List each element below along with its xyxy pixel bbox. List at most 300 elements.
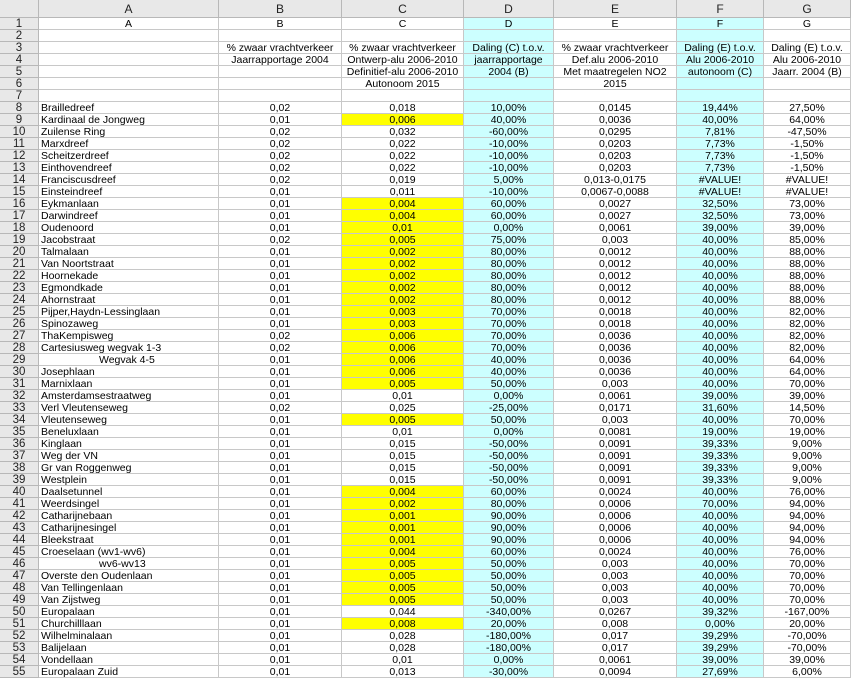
cell-e17[interactable]: 0,0027 xyxy=(554,210,677,222)
cell-c51[interactable]: 0,008 xyxy=(342,618,464,630)
cell-c43[interactable]: 0,001 xyxy=(342,522,464,534)
cell-e10[interactable]: 0,0295 xyxy=(554,126,677,138)
cell-g23[interactable]: 88,00% xyxy=(764,282,851,294)
cell-b21[interactable]: 0,01 xyxy=(219,258,342,270)
cell-f11[interactable]: 7,73% xyxy=(677,138,764,150)
cell-a22[interactable]: Hoornekade xyxy=(39,270,219,282)
cell-e45[interactable]: 0,0024 xyxy=(554,546,677,558)
row-header[interactable]: 42 xyxy=(0,510,39,522)
cell-a18[interactable]: Oudenoord xyxy=(39,222,219,234)
cell-c8[interactable]: 0,018 xyxy=(342,102,464,114)
cell-d43[interactable]: 90,00% xyxy=(464,522,554,534)
cell-c15[interactable]: 0,011 xyxy=(342,186,464,198)
row-header[interactable]: 26 xyxy=(0,318,39,330)
cell-d27[interactable]: 70,00% xyxy=(464,330,554,342)
cell-c35[interactable]: 0,01 xyxy=(342,426,464,438)
cell-g49[interactable]: 70,00% xyxy=(764,594,851,606)
row-header[interactable]: 21 xyxy=(0,258,39,270)
cell-a42[interactable]: Catharijnebaan xyxy=(39,510,219,522)
cell-a31[interactable]: Marnixlaan xyxy=(39,378,219,390)
cell-e25[interactable]: 0,0018 xyxy=(554,306,677,318)
cell-b4[interactable]: Jaarrapportage 2004 xyxy=(219,54,342,66)
cell-c48[interactable]: 0,005 xyxy=(342,582,464,594)
cell-f50[interactable]: 39,32% xyxy=(677,606,764,618)
row-header[interactable]: 33 xyxy=(0,402,39,414)
cell-b42[interactable]: 0,01 xyxy=(219,510,342,522)
cell-a51[interactable]: Churchilllaan xyxy=(39,618,219,630)
cell-d17[interactable]: 60,00% xyxy=(464,210,554,222)
cell-a40[interactable]: Daalsetunnel xyxy=(39,486,219,498)
cell-a15[interactable]: Einsteindreef xyxy=(39,186,219,198)
cell-e48[interactable]: 0,003 xyxy=(554,582,677,594)
cell-g28[interactable]: 82,00% xyxy=(764,342,851,354)
cell-c54[interactable]: 0,01 xyxy=(342,654,464,666)
row-header[interactable]: 24 xyxy=(0,294,39,306)
cell-a48[interactable]: Van Tellingenlaan xyxy=(39,582,219,594)
row-header[interactable]: 18 xyxy=(0,222,39,234)
cell-g44[interactable]: 94,00% xyxy=(764,534,851,546)
cell-a8[interactable]: Brailledreef xyxy=(39,102,219,114)
cell-c49[interactable]: 0,005 xyxy=(342,594,464,606)
row-header[interactable]: 10 xyxy=(0,126,39,138)
cell-c46[interactable]: 0,005 xyxy=(342,558,464,570)
cell-g7[interactable] xyxy=(764,90,851,102)
cell-f15[interactable]: #VALUE! xyxy=(677,186,764,198)
cell-g21[interactable]: 88,00% xyxy=(764,258,851,270)
cell-c47[interactable]: 0,005 xyxy=(342,570,464,582)
cell-g52[interactable]: -70,00% xyxy=(764,630,851,642)
cell-d44[interactable]: 90,00% xyxy=(464,534,554,546)
cell-b40[interactable]: 0,01 xyxy=(219,486,342,498)
cell-f23[interactable]: 40,00% xyxy=(677,282,764,294)
cell-d39[interactable]: -50,00% xyxy=(464,474,554,486)
column-header-d[interactable]: D xyxy=(464,0,554,18)
column-header-a[interactable]: A xyxy=(39,0,219,18)
cell-d48[interactable]: 50,00% xyxy=(464,582,554,594)
cell-b36[interactable]: 0,01 xyxy=(219,438,342,450)
cell-d29[interactable]: 40,00% xyxy=(464,354,554,366)
cell-f36[interactable]: 39,33% xyxy=(677,438,764,450)
cell-d45[interactable]: 60,00% xyxy=(464,546,554,558)
cell-a44[interactable]: Bleekstraat xyxy=(39,534,219,546)
row-header[interactable]: 50 xyxy=(0,606,39,618)
row-header[interactable]: 9 xyxy=(0,114,39,126)
cell-e49[interactable]: 0,003 xyxy=(554,594,677,606)
cell-c17[interactable]: 0,004 xyxy=(342,210,464,222)
cell-g39[interactable]: 9,00% xyxy=(764,474,851,486)
row-header[interactable]: 43 xyxy=(0,522,39,534)
cell-b32[interactable]: 0,01 xyxy=(219,390,342,402)
cell-f18[interactable]: 39,00% xyxy=(677,222,764,234)
cell-b5[interactable] xyxy=(219,66,342,78)
cell-f46[interactable]: 40,00% xyxy=(677,558,764,570)
cell-d2[interactable] xyxy=(464,30,554,42)
row-header[interactable]: 15 xyxy=(0,186,39,198)
cell-a2[interactable] xyxy=(39,30,219,42)
cell-f34[interactable]: 40,00% xyxy=(677,414,764,426)
cell-d28[interactable]: 70,00% xyxy=(464,342,554,354)
cell-c29[interactable]: 0,006 xyxy=(342,354,464,366)
cell-a34[interactable]: Vleutenseweg xyxy=(39,414,219,426)
cell-g46[interactable]: 70,00% xyxy=(764,558,851,570)
cell-g29[interactable]: 64,00% xyxy=(764,354,851,366)
cell-a47[interactable]: Overste den Oudenlaan xyxy=(39,570,219,582)
cell-g6[interactable] xyxy=(764,78,851,90)
cell-c44[interactable]: 0,001 xyxy=(342,534,464,546)
row-header[interactable]: 31 xyxy=(0,378,39,390)
cell-e2[interactable] xyxy=(554,30,677,42)
cell-g13[interactable]: -1,50% xyxy=(764,162,851,174)
cell-d31[interactable]: 50,00% xyxy=(464,378,554,390)
cell-d4[interactable]: jaarrapportage xyxy=(464,54,554,66)
cell-f2[interactable] xyxy=(677,30,764,42)
cell-d26[interactable]: 70,00% xyxy=(464,318,554,330)
cell-b55[interactable]: 0,01 xyxy=(219,666,342,678)
cell-c52[interactable]: 0,028 xyxy=(342,630,464,642)
cell-b54[interactable]: 0,01 xyxy=(219,654,342,666)
cell-d53[interactable]: -180,00% xyxy=(464,642,554,654)
row-header[interactable]: 38 xyxy=(0,462,39,474)
cell-b10[interactable]: 0,02 xyxy=(219,126,342,138)
row-header[interactable]: 12 xyxy=(0,150,39,162)
cell-g19[interactable]: 85,00% xyxy=(764,234,851,246)
cell-d46[interactable]: 50,00% xyxy=(464,558,554,570)
cell-c37[interactable]: 0,015 xyxy=(342,450,464,462)
cell-c10[interactable]: 0,032 xyxy=(342,126,464,138)
cell-g35[interactable]: 19,00% xyxy=(764,426,851,438)
cell-a11[interactable]: Marxdreef xyxy=(39,138,219,150)
cell-a1[interactable]: A xyxy=(39,18,219,30)
cell-d54[interactable]: 0,00% xyxy=(464,654,554,666)
cell-f28[interactable]: 40,00% xyxy=(677,342,764,354)
cell-f54[interactable]: 39,00% xyxy=(677,654,764,666)
cell-g38[interactable]: 9,00% xyxy=(764,462,851,474)
row-header[interactable]: 45 xyxy=(0,546,39,558)
cell-g42[interactable]: 94,00% xyxy=(764,510,851,522)
cell-b38[interactable]: 0,01 xyxy=(219,462,342,474)
cell-e46[interactable]: 0,003 xyxy=(554,558,677,570)
cell-a21[interactable]: Van Noortstraat xyxy=(39,258,219,270)
cell-c38[interactable]: 0,015 xyxy=(342,462,464,474)
row-header[interactable]: 29 xyxy=(0,354,39,366)
cell-e34[interactable]: 0,003 xyxy=(554,414,677,426)
row-header[interactable]: 54 xyxy=(0,654,39,666)
cell-c3[interactable]: % zwaar vrachtverkeer xyxy=(342,42,464,54)
row-header[interactable]: 6 xyxy=(0,78,39,90)
cell-d52[interactable]: -180,00% xyxy=(464,630,554,642)
cell-b25[interactable]: 0,01 xyxy=(219,306,342,318)
cell-a39[interactable]: Westplein xyxy=(39,474,219,486)
column-header-g[interactable]: G xyxy=(764,0,851,18)
cell-e20[interactable]: 0,0012 xyxy=(554,246,677,258)
cell-g33[interactable]: 14,50% xyxy=(764,402,851,414)
cell-f26[interactable]: 40,00% xyxy=(677,318,764,330)
cell-f39[interactable]: 39,33% xyxy=(677,474,764,486)
cell-f29[interactable]: 40,00% xyxy=(677,354,764,366)
cell-e19[interactable]: 0,003 xyxy=(554,234,677,246)
cell-c42[interactable]: 0,001 xyxy=(342,510,464,522)
cell-c21[interactable]: 0,002 xyxy=(342,258,464,270)
cell-e43[interactable]: 0,0006 xyxy=(554,522,677,534)
cell-f55[interactable]: 27,69% xyxy=(677,666,764,678)
cell-a5[interactable] xyxy=(39,66,219,78)
cell-f6[interactable] xyxy=(677,78,764,90)
cell-f5[interactable]: autonoom (C) xyxy=(677,66,764,78)
row-header[interactable]: 5 xyxy=(0,66,39,78)
cell-e13[interactable]: 0,0203 xyxy=(554,162,677,174)
cell-d38[interactable]: -50,00% xyxy=(464,462,554,474)
cell-g20[interactable]: 88,00% xyxy=(764,246,851,258)
cell-g1[interactable]: G xyxy=(764,18,851,30)
row-header[interactable]: 44 xyxy=(0,534,39,546)
cell-a46[interactable]: wv6-wv13 xyxy=(39,558,219,570)
row-header[interactable]: 28 xyxy=(0,342,39,354)
cell-d30[interactable]: 40,00% xyxy=(464,366,554,378)
cell-g40[interactable]: 76,00% xyxy=(764,486,851,498)
cell-g26[interactable]: 82,00% xyxy=(764,318,851,330)
cell-f49[interactable]: 40,00% xyxy=(677,594,764,606)
cell-d8[interactable]: 10,00% xyxy=(464,102,554,114)
cell-b48[interactable]: 0,01 xyxy=(219,582,342,594)
cell-a49[interactable]: Van Zijstweg xyxy=(39,594,219,606)
cell-f24[interactable]: 40,00% xyxy=(677,294,764,306)
cell-a4[interactable] xyxy=(39,54,219,66)
cell-g43[interactable]: 94,00% xyxy=(764,522,851,534)
cell-g47[interactable]: 70,00% xyxy=(764,570,851,582)
cell-c55[interactable]: 0,013 xyxy=(342,666,464,678)
cell-g3[interactable]: Daling (E) t.o.v. xyxy=(764,42,851,54)
cell-e15[interactable]: 0,0067-0,0088 xyxy=(554,186,677,198)
cell-e33[interactable]: 0,0171 xyxy=(554,402,677,414)
cell-g31[interactable]: 70,00% xyxy=(764,378,851,390)
cell-f41[interactable]: 70,00% xyxy=(677,498,764,510)
cell-a37[interactable]: Weg der VN xyxy=(39,450,219,462)
cell-g15[interactable]: #VALUE! xyxy=(764,186,851,198)
cell-d41[interactable]: 80,00% xyxy=(464,498,554,510)
cell-e6[interactable]: 2015 xyxy=(554,78,677,90)
row-header[interactable]: 48 xyxy=(0,582,39,594)
cell-a7[interactable] xyxy=(39,90,219,102)
cell-e26[interactable]: 0,0018 xyxy=(554,318,677,330)
cell-a17[interactable]: Darwindreef xyxy=(39,210,219,222)
cell-d11[interactable]: -10,00% xyxy=(464,138,554,150)
cell-f13[interactable]: 7,73% xyxy=(677,162,764,174)
row-header[interactable]: 49 xyxy=(0,594,39,606)
cell-c5[interactable]: Definitief-alu 2006-2010 xyxy=(342,66,464,78)
cell-e50[interactable]: 0,0267 xyxy=(554,606,677,618)
cell-e7[interactable] xyxy=(554,90,677,102)
cell-b24[interactable]: 0,01 xyxy=(219,294,342,306)
cell-g12[interactable]: -1,50% xyxy=(764,150,851,162)
cell-b41[interactable]: 0,01 xyxy=(219,498,342,510)
cell-b9[interactable]: 0,01 xyxy=(219,114,342,126)
row-header[interactable]: 39 xyxy=(0,474,39,486)
cell-c19[interactable]: 0,005 xyxy=(342,234,464,246)
cell-b47[interactable]: 0,01 xyxy=(219,570,342,582)
cell-f12[interactable]: 7,73% xyxy=(677,150,764,162)
row-header[interactable]: 4 xyxy=(0,54,39,66)
cell-e16[interactable]: 0,0027 xyxy=(554,198,677,210)
cell-d7[interactable] xyxy=(464,90,554,102)
cell-f17[interactable]: 32,50% xyxy=(677,210,764,222)
cell-d36[interactable]: -50,00% xyxy=(464,438,554,450)
cell-e37[interactable]: 0,0091 xyxy=(554,450,677,462)
cell-d16[interactable]: 60,00% xyxy=(464,198,554,210)
row-header[interactable]: 16 xyxy=(0,198,39,210)
cell-b51[interactable]: 0,01 xyxy=(219,618,342,630)
row-header[interactable]: 19 xyxy=(0,234,39,246)
cell-a53[interactable]: Balijelaan xyxy=(39,642,219,654)
cell-g17[interactable]: 73,00% xyxy=(764,210,851,222)
cell-b12[interactable]: 0,02 xyxy=(219,150,342,162)
cell-f47[interactable]: 40,00% xyxy=(677,570,764,582)
cell-e29[interactable]: 0,0036 xyxy=(554,354,677,366)
cell-f44[interactable]: 40,00% xyxy=(677,534,764,546)
cell-a50[interactable]: Europalaan xyxy=(39,606,219,618)
cell-a19[interactable]: Jacobstraat xyxy=(39,234,219,246)
cell-f30[interactable]: 40,00% xyxy=(677,366,764,378)
cell-e21[interactable]: 0,0012 xyxy=(554,258,677,270)
cell-b31[interactable]: 0,01 xyxy=(219,378,342,390)
cell-d15[interactable]: -10,00% xyxy=(464,186,554,198)
cell-g48[interactable]: 70,00% xyxy=(764,582,851,594)
cell-a27[interactable]: ThaKempisweg xyxy=(39,330,219,342)
cell-b45[interactable]: 0,01 xyxy=(219,546,342,558)
cell-g2[interactable] xyxy=(764,30,851,42)
cell-d3[interactable]: Daling (C) t.o.v. xyxy=(464,42,554,54)
cell-e5[interactable]: Met maatregelen NO2 xyxy=(554,66,677,78)
row-header[interactable]: 20 xyxy=(0,246,39,258)
cell-c32[interactable]: 0,01 xyxy=(342,390,464,402)
cell-d40[interactable]: 60,00% xyxy=(464,486,554,498)
cell-c11[interactable]: 0,022 xyxy=(342,138,464,150)
cell-f10[interactable]: 7,81% xyxy=(677,126,764,138)
row-header[interactable]: 2 xyxy=(0,30,39,42)
row-header[interactable]: 34 xyxy=(0,414,39,426)
cell-c6[interactable]: Autonoom 2015 xyxy=(342,78,464,90)
cell-a13[interactable]: Einthovendreef xyxy=(39,162,219,174)
cell-g53[interactable]: -70,00% xyxy=(764,642,851,654)
cell-f48[interactable]: 40,00% xyxy=(677,582,764,594)
cell-g51[interactable]: 20,00% xyxy=(764,618,851,630)
cell-d37[interactable]: -50,00% xyxy=(464,450,554,462)
cell-e12[interactable]: 0,0203 xyxy=(554,150,677,162)
row-header[interactable]: 55 xyxy=(0,666,39,678)
cell-d49[interactable]: 50,00% xyxy=(464,594,554,606)
cell-g45[interactable]: 76,00% xyxy=(764,546,851,558)
row-header[interactable]: 1 xyxy=(0,18,39,30)
row-header[interactable]: 22 xyxy=(0,270,39,282)
cell-g4[interactable]: Alu 2006-2010 xyxy=(764,54,851,66)
cell-a55[interactable]: Europalaan Zuid xyxy=(39,666,219,678)
cell-b43[interactable]: 0,01 xyxy=(219,522,342,534)
cell-c31[interactable]: 0,005 xyxy=(342,378,464,390)
row-header[interactable]: 41 xyxy=(0,498,39,510)
cell-f27[interactable]: 40,00% xyxy=(677,330,764,342)
row-header[interactable]: 23 xyxy=(0,282,39,294)
cell-b7[interactable] xyxy=(219,90,342,102)
cell-g41[interactable]: 94,00% xyxy=(764,498,851,510)
cell-b13[interactable]: 0,02 xyxy=(219,162,342,174)
cell-e9[interactable]: 0,0036 xyxy=(554,114,677,126)
row-header[interactable]: 11 xyxy=(0,138,39,150)
cell-g50[interactable]: -167,00% xyxy=(764,606,851,618)
cell-c20[interactable]: 0,002 xyxy=(342,246,464,258)
cell-d14[interactable]: 5,00% xyxy=(464,174,554,186)
cell-d1[interactable]: D xyxy=(464,18,554,30)
row-header[interactable]: 53 xyxy=(0,642,39,654)
cell-g11[interactable]: -1,50% xyxy=(764,138,851,150)
cell-b28[interactable]: 0,02 xyxy=(219,342,342,354)
cell-a25[interactable]: Pijper,Haydn-Lessinglaan xyxy=(39,306,219,318)
cell-e53[interactable]: 0,017 xyxy=(554,642,677,654)
cell-d5[interactable]: 2004 (B) xyxy=(464,66,554,78)
cell-a26[interactable]: Spinozaweg xyxy=(39,318,219,330)
cell-d23[interactable]: 80,00% xyxy=(464,282,554,294)
cell-g8[interactable]: 27,50% xyxy=(764,102,851,114)
cell-g37[interactable]: 9,00% xyxy=(764,450,851,462)
cell-b30[interactable]: 0,01 xyxy=(219,366,342,378)
cell-d42[interactable]: 90,00% xyxy=(464,510,554,522)
cell-c30[interactable]: 0,006 xyxy=(342,366,464,378)
cell-c1[interactable]: C xyxy=(342,18,464,30)
cell-e3[interactable]: % zwaar vrachtverkeer xyxy=(554,42,677,54)
cell-e23[interactable]: 0,0012 xyxy=(554,282,677,294)
cell-e30[interactable]: 0,0036 xyxy=(554,366,677,378)
row-header[interactable]: 17 xyxy=(0,210,39,222)
cell-g25[interactable]: 82,00% xyxy=(764,306,851,318)
cell-f14[interactable]: #VALUE! xyxy=(677,174,764,186)
cell-d12[interactable]: -10,00% xyxy=(464,150,554,162)
row-header[interactable]: 52 xyxy=(0,630,39,642)
cell-c16[interactable]: 0,004 xyxy=(342,198,464,210)
cell-e40[interactable]: 0,0024 xyxy=(554,486,677,498)
cell-c23[interactable]: 0,002 xyxy=(342,282,464,294)
cell-f45[interactable]: 40,00% xyxy=(677,546,764,558)
row-header[interactable]: 25 xyxy=(0,306,39,318)
cell-d19[interactable]: 75,00% xyxy=(464,234,554,246)
cell-f52[interactable]: 39,29% xyxy=(677,630,764,642)
cell-c39[interactable]: 0,015 xyxy=(342,474,464,486)
cell-d51[interactable]: 20,00% xyxy=(464,618,554,630)
cell-b23[interactable]: 0,01 xyxy=(219,282,342,294)
cell-e4[interactable]: Def.alu 2006-2010 xyxy=(554,54,677,66)
cell-c18[interactable]: 0,01 xyxy=(342,222,464,234)
cell-c34[interactable]: 0,005 xyxy=(342,414,464,426)
cell-b20[interactable]: 0,01 xyxy=(219,246,342,258)
cell-c24[interactable]: 0,002 xyxy=(342,294,464,306)
cell-f43[interactable]: 40,00% xyxy=(677,522,764,534)
cell-c13[interactable]: 0,022 xyxy=(342,162,464,174)
cell-g14[interactable]: #VALUE! xyxy=(764,174,851,186)
row-header[interactable]: 7 xyxy=(0,90,39,102)
cell-f8[interactable]: 19,44% xyxy=(677,102,764,114)
cell-f51[interactable]: 0,00% xyxy=(677,618,764,630)
cell-a20[interactable]: Talmalaan xyxy=(39,246,219,258)
row-header[interactable]: 30 xyxy=(0,366,39,378)
cell-d20[interactable]: 80,00% xyxy=(464,246,554,258)
cell-b37[interactable]: 0,01 xyxy=(219,450,342,462)
cell-e39[interactable]: 0,0091 xyxy=(554,474,677,486)
cell-c4[interactable]: Ontwerp-alu 2006-2010 xyxy=(342,54,464,66)
cell-g10[interactable]: -47,50% xyxy=(764,126,851,138)
cell-d22[interactable]: 80,00% xyxy=(464,270,554,282)
cell-e14[interactable]: 0,013-0,0175 xyxy=(554,174,677,186)
cell-e36[interactable]: 0,0091 xyxy=(554,438,677,450)
cell-c9[interactable]: 0,006 xyxy=(342,114,464,126)
cell-f53[interactable]: 39,29% xyxy=(677,642,764,654)
row-header[interactable]: 35 xyxy=(0,426,39,438)
